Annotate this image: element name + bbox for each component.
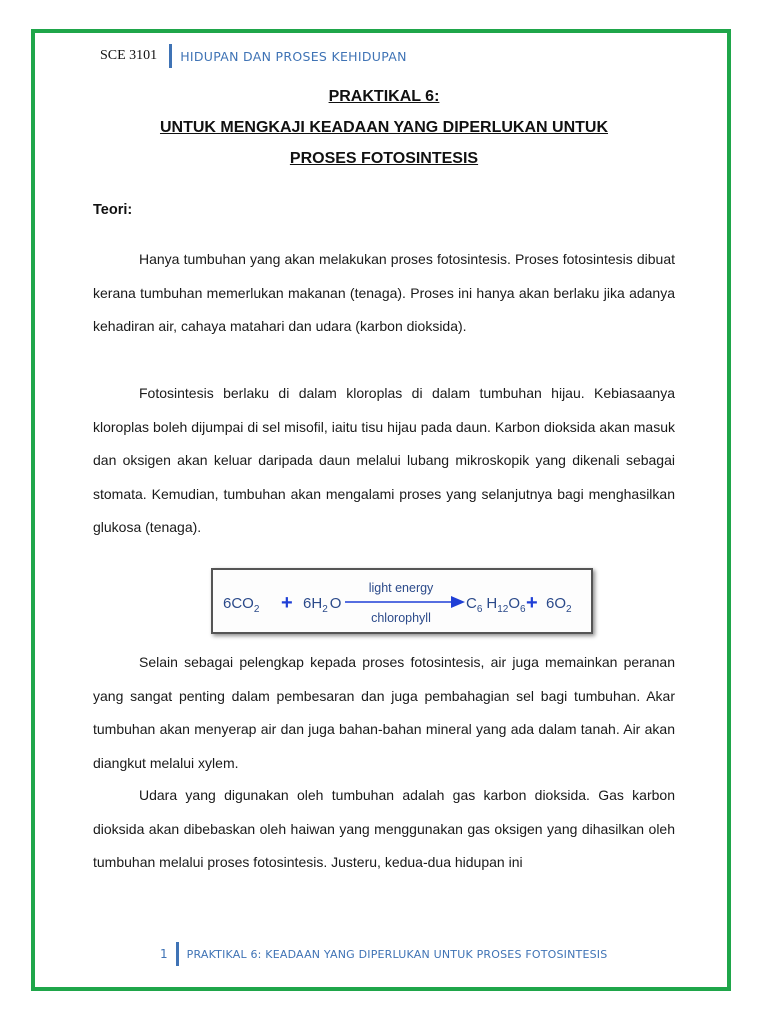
reaction-arrow-icon [345,596,465,608]
reactant-co2: $6CO_2$ [223,595,260,615]
paragraph-2: Fotosintesis berlaku di dalam kloroplas di dalam tumbuhan hijau. Kebiasaanya kloroplas boleh dijumpai di sel misofil, iaitu tisu hijau pada daun. Karbon dioksida akan masuk dan oksigen akan keluar daripada daun melalui lubang mikroskopik yang dikenali sebagai stomata. Kemudian, tumbuhan akan mengalami proses yang selanjutnya bagi menghasilkan glukosa (tenaga). [93,385,675,535]
title-line-1: PRAKTIKAL 6: [328,88,440,105]
page-footer [160,942,607,966]
page-number: 1 [160,947,168,961]
plus-sign-2: + [526,592,538,614]
theory-heading: Teori: [93,202,133,218]
equation-graphic [213,570,591,632]
footer-divider [176,942,179,966]
paragraph-4: Udara yang digunakan oleh tumbuhan adalah gas karbon dioksida. Gas karbon dioksida akan dibebaskan oleh haiwan yang menggunakan gas oksigen yang dihasilkan oleh tumbuhan melalui proses fotosintesis. Justeru, kedua-dua hidupan ini [93,787,675,870]
product-glucose: $C_6$ $H_{12}O_6$ [466,595,526,615]
header-divider [169,44,172,68]
page-header [100,44,407,68]
title-line-2: UNTUK MENGKAJI KEADAAN YANG DIPERLUKAN UNTUK [159,119,609,136]
plus-sign-1: + [281,592,293,614]
footer-title: PRAKTIKAL 6: KEADAAN YANG DIPERLUKAN UNTUK PROSES FOTOSINTESIS [186,947,608,961]
photosynthesis-equation [211,568,593,634]
reactant-h2o: $6H_2$ O [303,595,342,615]
paragraph-1: Hanya tumbuhan yang akan melakukan proses fotosintesis. Proses fotosintesis dibuat kerana tumbuhan memerlukan makanan (tenaga). Proses ini hanya akan berlaku jika adanya kehadiran air, cahaya matahari dan udara (karbon dioksida). [93,251,675,334]
product-o2: $6O_2$ [546,595,572,615]
paragraph-3: Selain sebagai pelengkap kepada proses fotosintesis, air juga memainkan peranan yang sangat penting dalam pembesaran dan juga pembahagian sel bagi tumbuhan. Akar tumbuhan akan menyerap air dan juga bahan-bahan mineral yang ada dalam tanah. Air akan diangkut melalui xylem. [93,654,675,771]
arrow-label-chlorophyll: chlorophyll [371,611,431,625]
arrow-label-light-energy: light energy [368,581,434,595]
course-code: SCE 3101 [100,48,158,63]
title-line-3: PROSES FOTOSINTESIS [289,150,479,167]
section-title: HIDUPAN DAN PROSES KEHIDUPAN [180,48,407,64]
